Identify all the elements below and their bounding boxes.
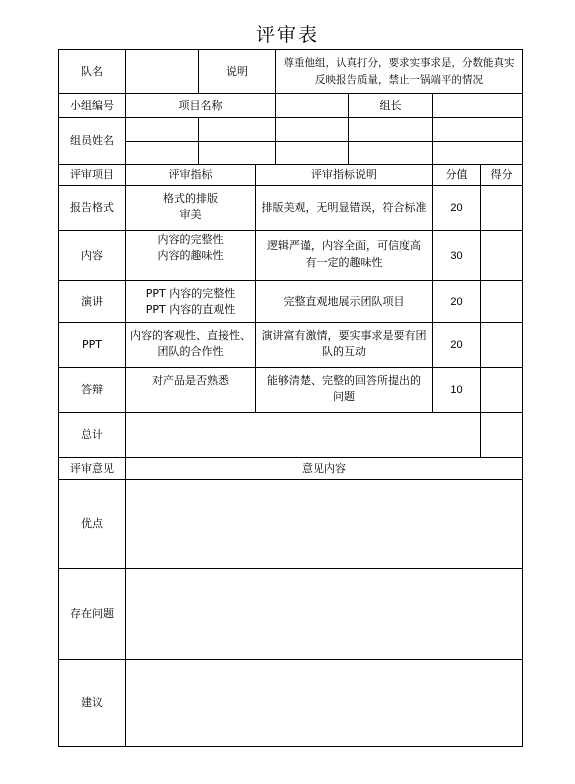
row-item: 答辩	[81, 383, 103, 396]
total-label: 总计	[81, 428, 103, 441]
col-header-explanation: 评审指标说明	[311, 168, 377, 181]
row-explanation: 完整直观地展示团队项目	[283, 294, 405, 308]
row-explanation: 排版美观，无明显错误，符合标准	[261, 201, 427, 214]
col-header-score: 得分	[490, 168, 513, 181]
row-explanation: 逻辑严谨，内容全面，可信度高有一定的趣味性	[267, 239, 421, 269]
page-title: 评审表	[255, 24, 319, 46]
row-indicator: 内容的客观性、直接性、团队的合作性	[130, 329, 251, 358]
row-explanation: 演讲富有激情，要实事求是要有团队的互动	[261, 329, 427, 358]
col-header-indicator: 评审指标	[168, 168, 213, 181]
member-names-label: 组员姓名	[70, 134, 114, 147]
issues-label: 存在问题	[70, 607, 114, 620]
description-text: 尊重他组，认真打分，要求实事求是，分数能真实反映报告质量，禁止一锅端平的情况	[283, 56, 515, 86]
row-indicator: 内容的完整性 内容的趣味性	[157, 233, 224, 262]
opinion-content-label: 意见内容	[302, 461, 346, 475]
strengths-label: 优点	[81, 517, 103, 530]
row-indicator: 格式的排版 审美	[163, 192, 218, 221]
row-item: 内容	[81, 248, 103, 262]
suggestions-label: 建议	[81, 696, 103, 709]
review-opinion-label: 评审意见	[70, 461, 114, 475]
row-points: 20	[450, 295, 463, 308]
team-name-label: 队名	[81, 64, 103, 78]
row-item: PPT	[82, 338, 102, 351]
row-item: 报告格式	[70, 201, 114, 214]
project-name-label: 项目名称	[178, 98, 223, 112]
row-points: 20	[450, 202, 463, 214]
row-indicator: PPT 内容的完整性 PPT 内容的直观性	[145, 286, 236, 316]
col-header-points: 分值	[445, 168, 468, 181]
description-label: 说明	[226, 64, 248, 78]
row-explanation: 能够清楚、完整的回答所提出的问题	[267, 374, 421, 403]
group-number-label: 小组编号	[70, 98, 114, 112]
col-header-item: 评审项目	[70, 168, 114, 181]
row-points: 10	[450, 384, 463, 396]
row-points: 20	[450, 339, 463, 351]
row-indicator: 对产品是否熟悉	[152, 374, 229, 387]
group-leader-label: 组长	[379, 98, 402, 112]
row-points: 30	[450, 249, 463, 262]
row-item: 演讲	[81, 294, 103, 308]
